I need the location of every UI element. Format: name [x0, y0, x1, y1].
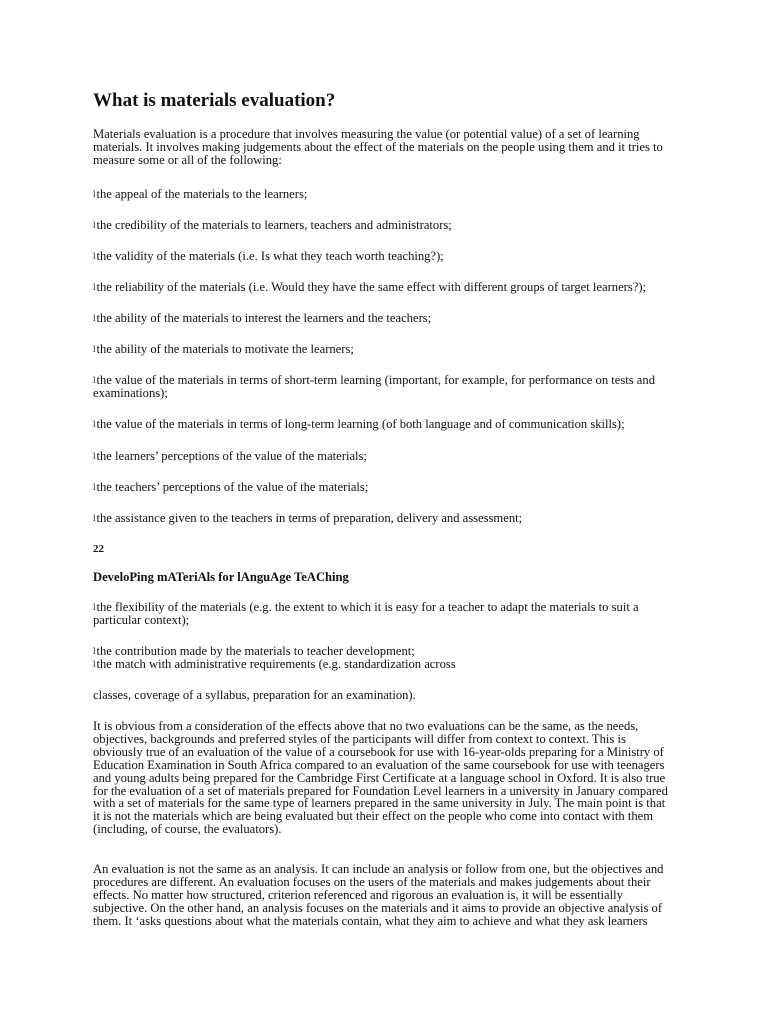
- list-item-text: the credibility of the materials to learners, teachers and administrators;: [96, 218, 452, 232]
- bullet-glyph: l: [93, 646, 96, 656]
- list-item: [93, 658, 673, 671]
- list-item-text: the value of the materials in terms of short-term learning (important, for example, for performance on tests and examinations);: [93, 373, 655, 400]
- bullet-glyph: l: [93, 659, 96, 669]
- list-item-text: the teachers’ perceptions of the value of the materials;: [96, 480, 369, 494]
- list-item-text: the assistance given to the teachers in terms of preparation, delivery and assessment;: [96, 511, 523, 525]
- body-paragraph-2: An evaluation is not the same as an analysis. It can include an analysis or follow from one, but the objectives and procedures are different. An evaluation focuses on the users of the materials and makes judgements about their effects. No matter how structured, criterion referenced and rigorous an evaluation is, it will be essentially subjective. On the other hand, an analysis focuses on the materials and it aims to provide an objective analysis of them. It ‘asks questions about what the materials contain, what they aim to achieve and what they ask learners: [93, 862, 664, 928]
- list-item: [93, 343, 673, 356]
- bullet-glyph: l: [93, 482, 96, 492]
- bullet-glyph: l: [93, 251, 96, 261]
- running-header: DeveloPing mATeriAls for lAnguAge TeAChing: [93, 570, 349, 584]
- list-item-text: the contribution made by the materials to teacher development;: [96, 644, 415, 658]
- page-title: What is materials evaluation?: [93, 90, 336, 111]
- bullet-glyph: l: [93, 602, 96, 612]
- bullet-glyph: l: [93, 189, 96, 199]
- bullet-glyph: l: [93, 282, 96, 292]
- intro-paragraph: Materials evaluation is a procedure that involves measuring the value (or potential value) of a set of learning materials. It involves making judgements about the effect of the materials on the people using them and it tries to measure some or all of the following:: [93, 127, 663, 167]
- list-item-text: the value of the materials in terms of long-term learning (of both language and of communication skills);: [96, 417, 625, 431]
- bullet-glyph: l: [93, 220, 96, 230]
- page-number: 22: [93, 543, 104, 555]
- body-paragraph-1: It is obvious from a consideration of the effects above that no two evaluations can be the same, as the needs, objectives, backgrounds and preferred styles of the participants will differ from context to context. This is obviously true of an evaluation of the value of a coursebook for use with 16-year-olds preparing for a Ministry of Education Examination in South Africa compared to an evaluation of the same coursebook for use with teenagers and young adults being prepared for the Cambridge First Certificate at a language school in Oxford. It is also true for the evaluation of a set of materials prepared for Foundation Level learners in a university in January compared with a set of materials for the same type of learners prepared in the same university in July. The main point is that it is not the materials which are being evaluated but their effect on the people who come into contact with them (including, of course, the evaluators).: [93, 719, 668, 837]
- list-item-text: the ability of the materials to motivate the learners;: [96, 342, 354, 356]
- list-item: [93, 188, 673, 201]
- list-item: [93, 512, 673, 525]
- list-item-text: the learners’ perceptions of the value of the materials;: [96, 449, 367, 463]
- list-item: [93, 601, 673, 627]
- list-item-text: the flexibility of the materials (e.g. the extent to which it is easy for a teacher to adapt the materials to suit a particular context);: [93, 600, 639, 627]
- bullet-glyph: l: [93, 313, 96, 323]
- list-item: [93, 250, 673, 263]
- list-item-text: the match with administrative requirements (e.g. standardization across: [96, 657, 456, 671]
- list-item-text: the appeal of the materials to the learners;: [96, 187, 308, 201]
- bullet-glyph: l: [93, 451, 96, 461]
- bullet-glyph: l: [93, 513, 96, 523]
- list-item: [93, 374, 673, 400]
- continuation-line: classes, coverage of a syllabus, preparation for an examination).: [93, 688, 416, 702]
- list-item: [93, 645, 673, 658]
- bullet-glyph: l: [93, 344, 96, 354]
- list-item: [93, 219, 673, 232]
- list-item: [93, 481, 673, 494]
- list-item-text: the reliability of the materials (i.e. Would they have the same effect with different groups of target learners?);: [96, 280, 647, 294]
- list-item: [93, 312, 673, 325]
- list-item-text: the ability of the materials to interest the learners and the teachers;: [96, 311, 432, 325]
- bullet-glyph: l: [93, 419, 96, 429]
- list-item: [93, 450, 673, 463]
- list-item: [93, 281, 673, 294]
- list-item-text: the validity of the materials (i.e. Is what they teach worth teaching?);: [96, 249, 444, 263]
- list-item: [93, 418, 673, 431]
- bullet-glyph: l: [93, 375, 96, 385]
